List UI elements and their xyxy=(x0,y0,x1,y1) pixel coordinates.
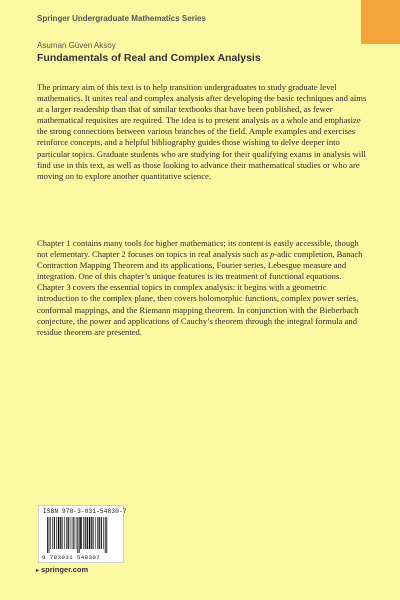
barcode-bar xyxy=(103,517,104,549)
barcode-bar xyxy=(105,517,106,553)
barcode-bar xyxy=(49,517,50,553)
barcode-bars xyxy=(46,517,122,553)
barcode-bar xyxy=(64,517,65,549)
barcode-bar xyxy=(101,517,102,549)
publisher-website[interactable] xyxy=(36,565,88,574)
barcode-bar xyxy=(93,517,94,549)
barcode-bar xyxy=(77,517,78,553)
barcode-bar xyxy=(80,517,82,549)
isbn-label: ISBN 978-3-031-54830-7 xyxy=(43,508,127,515)
barcode-bar xyxy=(97,517,98,549)
barcode-bar xyxy=(79,517,80,553)
barcode-bar xyxy=(85,517,86,549)
series-name: Springer Undergraduate Mathematics Series xyxy=(37,14,206,23)
book-title: Fundamentals of Real and Complex Analysis xyxy=(37,52,261,64)
blurb-paragraph-1: The primary aim of this text is to help transition undergraduates to study graduate level mathematics. It unites real and complex analysis after developing the basic techniques and aims at a larger readership than that of similar textbooks that have been published, as fewer mathematical requisites are required. The idea is to present analysis as a whole and emphasize the strong connections between various branches of the field. Ample examples and exercises reinforce concepts, and a helpful bibliography guides those wishing to delve deeper into particular topics. Graduate students who are studying for their qualifying exams in analysis will find use in this text, as well as those looking to advance their mathematical studies or who are moving on to explore another quantitative science. xyxy=(37,82,367,181)
barcode-bar xyxy=(106,517,107,553)
arrow-icon: ▸ xyxy=(36,568,40,574)
p-variable: p xyxy=(270,249,275,260)
barcode-bar xyxy=(83,517,84,549)
barcode-bar xyxy=(56,517,57,549)
barcode-bar xyxy=(62,517,63,549)
barcode-bar xyxy=(54,517,55,549)
barcode-bar xyxy=(50,517,51,549)
barcode-bar xyxy=(76,517,77,549)
barcode-bar xyxy=(73,517,74,549)
barcode-bar xyxy=(91,517,92,549)
series-color-tab xyxy=(361,0,400,44)
barcode-bar xyxy=(87,517,88,549)
blurb-paragraph-2 xyxy=(37,238,367,338)
barcode-bar xyxy=(60,517,61,549)
blurb-paragraph-2-rest: -adic completion, Banach Contraction Mapping Theorem and its applications, Fourier series, Lebesgue measure and integration. One of this chapter’s unique features is its treatment of functional equations. Chapter 3 covers the essential topics in complex analysis: it begins with a geometric introduction to the complex plane, then covers holomorphic functions, complex power series, conformal mappings, and the Riemann mapping theorem. In conjunction with the Bieberbach conjecture, the power and applications of Cauchy’s theorem through the integral formula and residue theorem are presented. xyxy=(37,249,363,337)
barcode-bar xyxy=(99,517,100,549)
website-label: springer.com xyxy=(41,565,89,574)
barcode-bar xyxy=(47,517,48,553)
barcode-bar xyxy=(52,517,53,549)
barcode-bar xyxy=(66,517,67,549)
isbn-barcode xyxy=(38,505,127,563)
barcode-bar xyxy=(58,517,60,549)
author-name: Asuman Güven Aksoy xyxy=(37,41,116,50)
blurb-paragraph-2-start: Chapter 1 contains many tools for higher mathematics; its content is easily accessible, though not elementary. Chapter 2 focuses on topics in real analysis such as xyxy=(37,238,359,260)
barcode-bar xyxy=(70,517,71,549)
barcode-digits: 9 783031 548307 xyxy=(42,554,101,561)
barcode-bar xyxy=(89,517,91,549)
barcode-bar xyxy=(95,517,96,549)
barcode-bar xyxy=(72,517,73,549)
barcode-bar xyxy=(68,517,69,549)
